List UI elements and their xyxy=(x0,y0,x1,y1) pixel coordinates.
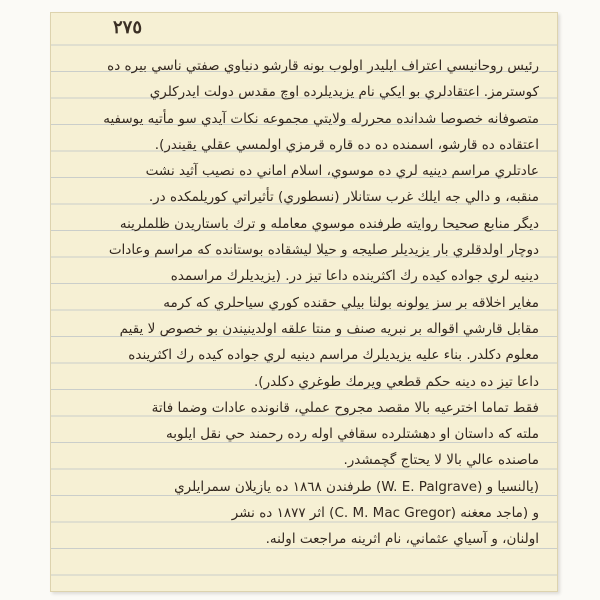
text-line: (يالنسيا و (W. E. Palgrave) طرفندن ١٨٦٨ ده يازيلان سمرايلري xyxy=(174,478,539,495)
text-line: دوچار اولدقلري بار يزيديلر صليجه و حيلا ليشقاده بوستانده كه مراسم وعادات xyxy=(108,242,539,259)
text-line: ملته كه داستان او دهشتلرده سقافي اوله رده رحمند حي نقل ايلوبه xyxy=(166,426,539,443)
text-line: عادتلري مراسم دينيه لري ده موسوي، اسلام اماني ده نصيب آثيد نشت xyxy=(145,163,539,180)
text-line: فقط تماما اخترعيه بالا مقصد مجروح عملي، قانونده عادات وضما فاتة xyxy=(151,399,539,416)
text-line: و (ماجد معغنه (C. M. Mac Gregor) اثر ١٨٧٧ ده نشر xyxy=(231,505,539,522)
text-line: ماصنده عالي بالا لا يحتاج گچمشدر. xyxy=(343,452,539,469)
text-line: دينيه لري جواده كيده رك اكثرينده داعا تيز در. (يزيديلرك مراسمده xyxy=(170,268,539,285)
text-line: رئيس روحانيسي اعتراف ايليدر اولوب بونه قارشو دنياوي صفتي ناسي بيره ده xyxy=(107,58,539,74)
text-line: داعا تيز ده دينه حكم قطعي ويرمك طوغري دكلدر). xyxy=(254,373,539,390)
text-line: اعتقاده ده قارشو، اسمنده ده ده قاره قرمزي اولمسي عقلي يقيندر). xyxy=(154,136,539,153)
text-line: كوسترمز. اعتقادلري بو ايكي نام يزيديلرده اوچ مقدس دولت ايدركلري xyxy=(149,84,539,101)
text-line: معلوم دكلدر. بناء عليه يزيديلرك مراسم دينيه لري جواده كيده رك اكثرينده xyxy=(128,347,539,364)
text-line: متصوفانه خصوصا شدانده محررله ولايتي مجموعه نكات آيدي سو مأتيه يوسفيه xyxy=(103,110,539,127)
page-number: ٢٧٥ xyxy=(113,17,143,38)
text-line: مقابل قارشي اقواله بر نبريه صنف و منتا علقه اولدينيندن بو خصوص لا يقيم xyxy=(119,320,539,337)
text-line: اولنان، و آسياي عثماني، نام اثرينه مراجعت اولنه. xyxy=(265,531,539,548)
text-line: ديگر منابع صحيحا روايته طرفنده موسوي معامله و ترك باستاريدن ظلملرينه xyxy=(119,215,539,232)
text-line: مغاير اخلاقه بر سز يولونه بولنا بيلي حقنده كوري سياحلري كه كرمه xyxy=(163,294,539,311)
notebook-page xyxy=(50,12,558,592)
handwritten-text-body xyxy=(71,53,539,553)
text-line: منقبه، و دالي جه ايلك غرب ستانلار (نسطوري) تأثيراتي كوريلمكده در. xyxy=(148,189,539,206)
